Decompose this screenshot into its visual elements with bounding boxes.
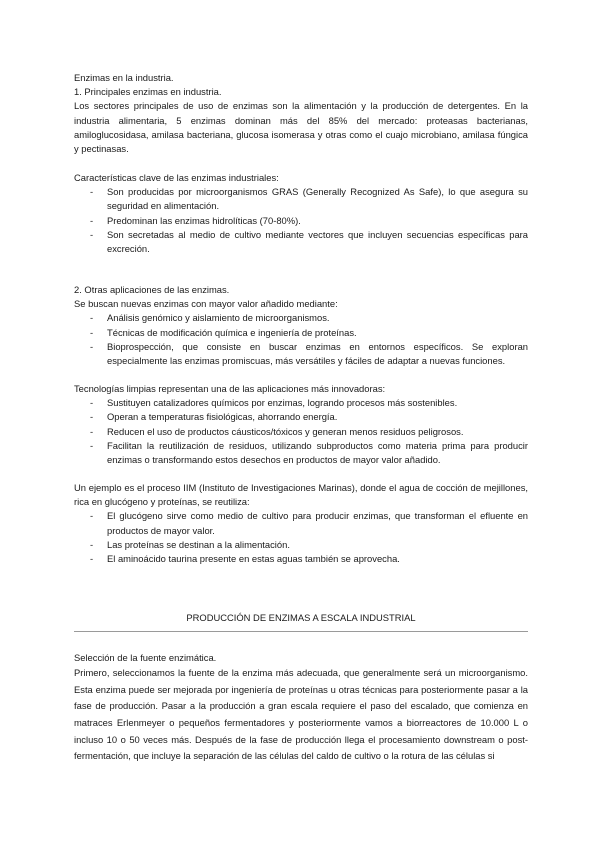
list-item: - Reducen el uso de productos cáusticos/tóxicos y generan menos residuos peligrosos. — [74, 425, 528, 439]
list-item: - Predominan las enzimas hidrolíticas (70-80%). — [74, 214, 528, 228]
section-1-paragraph: Los sectores principales de uso de enzimas son la alimentación y la producción de detergentes. En la industria alimentaria, 5 enzimas dominan más del 85% del mercado: proteasas bacterianas, amiloglucosidasa, amilasa bacteriana, glucosa isomerasa y otras como el cuajo microbiano, amilasa fúngica y pectinasas. — [74, 100, 528, 155]
list-item: - Técnicas de modificación química e ingeniería de proteínas. — [74, 326, 528, 340]
example-paragraph: Un ejemplo es el proceso IIM (Instituto de Investigaciones Marinas), donde el agua de cocción de mejillones, rica en glucógeno y proteínas, se reutiliza: — [74, 482, 528, 508]
list-item: - Bioprospección, que consiste en buscar enzimas en entornos específicos. Se exploran especialmente las enzimas promiscuas, más versátiles y fáciles de adaptar a nuevas funciones. — [74, 340, 528, 368]
production-section — [74, 651, 528, 765]
characteristics-heading: Características clave de las enzimas industriales: — [74, 172, 279, 183]
list-item: - El glucógeno sirve como medio de cultivo para producir enzimas, que transforman el efluente en productos de mayor valor. — [74, 509, 528, 537]
characteristics-section — [74, 171, 528, 256]
other-applications-section — [74, 283, 528, 368]
section-heading-2: 2. Otras aplicaciones de las enzimas. — [74, 284, 230, 295]
horizontal-divider — [74, 631, 528, 632]
clean-technologies-section — [74, 382, 528, 467]
list-item: - Facilitan la reutilización de residuos, utilizando subproductos como materia prima para producir enzimas o transformando estos desechos en productos de mayor valor añadido. — [74, 439, 528, 467]
clean-technologies-list — [74, 396, 528, 467]
list-item: - Las proteínas se destinan a la alimentación. — [74, 538, 528, 552]
example-list — [74, 509, 528, 566]
document-title: Enzimas en la industria. — [74, 72, 174, 83]
list-item: - Operan a temperaturas fisiológicas, ahorrando energía. — [74, 410, 528, 424]
list-item: - El aminoácido taurina presente en estas aguas también se aprovecha. — [74, 552, 528, 566]
list-item: - Sustituyen catalizadores químicos por enzimas, logrando procesos más sostenibles. — [74, 396, 528, 410]
other-applications-list — [74, 311, 528, 368]
list-item: - Son secretadas al medio de cultivo mediante vectores que incluyen secuencias específicas para excreción. — [74, 228, 528, 256]
other-applications-intro: Se buscan nuevas enzimas con mayor valor añadido mediante: — [74, 298, 338, 310]
clean-technologies-heading: Tecnologías limpias representan una de las aplicaciones más innovadoras: — [74, 383, 386, 394]
characteristics-list — [74, 185, 528, 256]
example-section — [74, 481, 528, 566]
intro-section — [74, 71, 528, 156]
section-heading-1: 1. Principales enzimas en industria. — [74, 86, 222, 98]
production-subheading: Selección de la fuente enzimática. — [74, 652, 217, 663]
production-title: PRODUCCIÓN DE ENZIMAS A ESCALA INDUSTRIAL — [186, 612, 416, 623]
production-paragraph: Primero, seleccionamos la fuente de la enzima más adecuada, que generalmente será un microorganismo. Esta enzima puede ser mejorada por ingeniería de proteínas u otras técnicas para posteriormente pasar a la fase de producción. Pasar a la producción a gran escala requiere el paso del escalado, que comienza en matraces Erlenmeyer o pequeños fermentadores y posteriormente vamos a biorreactores de 10.000 L o incluso 10 o 50 veces más. Después de la fase de producción llega el procesamiento downstream o post-fermentación, que incluye la separación de las células del caldo de cultivo o la rotura de las células si — [74, 667, 528, 762]
list-item: - Análisis genómico y aislamiento de microorganismos. — [74, 311, 528, 325]
list-item: - Son producidas por microorganismos GRAS (Generally Recognized As Safe), lo que asegura su seguridad en alimentación. — [74, 185, 528, 213]
